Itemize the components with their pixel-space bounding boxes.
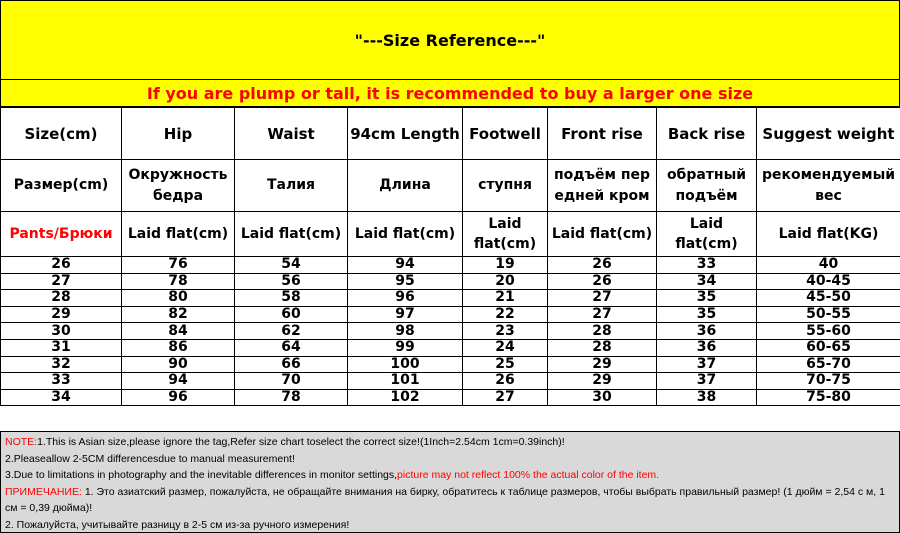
header-cell: Laid flat(cm) bbox=[657, 212, 757, 257]
table-cell: 90 bbox=[122, 356, 235, 373]
note-text-red: picture may not reflect 100% the actual color of the item. bbox=[397, 469, 660, 481]
table-cell: 45-50 bbox=[757, 290, 900, 307]
header-cell: подъём пер едней кром bbox=[548, 160, 657, 212]
table-row bbox=[1, 339, 900, 356]
table-cell: 50-55 bbox=[757, 306, 900, 323]
header-cell: Длина bbox=[348, 160, 463, 212]
table-cell: 29 bbox=[1, 306, 122, 323]
table-cell: 76 bbox=[122, 257, 235, 274]
table-cell: 38 bbox=[657, 389, 757, 406]
header-cell: Laid flat(cm) bbox=[235, 212, 348, 257]
table-row bbox=[1, 356, 900, 373]
table-cell: 37 bbox=[657, 373, 757, 390]
table-row bbox=[1, 323, 900, 340]
table-row bbox=[1, 290, 900, 307]
table-cell: 36 bbox=[657, 323, 757, 340]
header-cell: обратный подъём bbox=[657, 160, 757, 212]
header-row-english bbox=[1, 108, 900, 160]
table-cell: 86 bbox=[122, 339, 235, 356]
table-cell: 29 bbox=[548, 356, 657, 373]
table-cell: 94 bbox=[122, 373, 235, 390]
table-cell: 54 bbox=[235, 257, 348, 274]
header-cell: Laid flat(cm) bbox=[122, 212, 235, 257]
note-line-1 bbox=[5, 434, 895, 451]
table-cell: 98 bbox=[348, 323, 463, 340]
notes-panel bbox=[0, 431, 900, 533]
note-prefix: NOTE: bbox=[5, 436, 38, 448]
table-cell: 31 bbox=[1, 339, 122, 356]
table-cell: 37 bbox=[657, 356, 757, 373]
note-line-3 bbox=[5, 467, 895, 484]
size-table bbox=[0, 107, 900, 406]
table-cell: 82 bbox=[122, 306, 235, 323]
header-row-measure bbox=[1, 212, 900, 257]
table-cell: 55-60 bbox=[757, 323, 900, 340]
table-cell: 26 bbox=[548, 257, 657, 274]
header-cell: Front rise bbox=[548, 108, 657, 160]
table-cell: 26 bbox=[463, 373, 548, 390]
table-cell: 29 bbox=[548, 373, 657, 390]
table-cell: 27 bbox=[1, 273, 122, 290]
note-text: 1.This is Asian size,please ignore the tag,Refer size chart toselect the correct size!(1Inch=2.54cm 1cm=0.39inch)! bbox=[37, 436, 565, 448]
table-cell: 27 bbox=[548, 290, 657, 307]
table-cell: 94 bbox=[348, 257, 463, 274]
header-cell: Laid flat(cm) bbox=[348, 212, 463, 257]
table-cell: 26 bbox=[548, 273, 657, 290]
table-cell: 96 bbox=[122, 389, 235, 406]
table-cell: 80 bbox=[122, 290, 235, 307]
table-row bbox=[1, 306, 900, 323]
table-cell: 27 bbox=[548, 306, 657, 323]
note-line-2 bbox=[5, 451, 895, 468]
table-cell: 58 bbox=[235, 290, 348, 307]
table-cell: 20 bbox=[463, 273, 548, 290]
table-cell: 28 bbox=[1, 290, 122, 307]
note-text: 3.Due to limitations in photography and the inevitable differences in monitor settings, bbox=[5, 469, 398, 481]
header-row-russian bbox=[1, 160, 900, 212]
table-cell: 24 bbox=[463, 339, 548, 356]
table-cell: 33 bbox=[657, 257, 757, 274]
table-cell: 40 bbox=[757, 257, 900, 274]
table-cell: 28 bbox=[548, 339, 657, 356]
table-cell: 23 bbox=[463, 323, 548, 340]
size-warning: If you are plump or tall, it is recommended to buy a larger one size bbox=[0, 80, 900, 107]
table-cell: 33 bbox=[1, 373, 122, 390]
table-cell: 97 bbox=[348, 306, 463, 323]
header-cell: Pants/Брюки bbox=[1, 212, 122, 257]
header-cell: рекомендуемый вес bbox=[757, 160, 900, 212]
table-cell: 65-70 bbox=[757, 356, 900, 373]
table-cell: 30 bbox=[1, 323, 122, 340]
note-text-ru: 1. Это азиатский размер, пожалуйста, не обращайте внимания на бирку, обратитесь к таблице размеров, чтобы выбрать правильный размер! (1 дюйм = 2,54 с м, 1 см = 0,39 дюйма)! bbox=[5, 485, 885, 514]
table-cell: 64 bbox=[235, 339, 348, 356]
header-cell: Талия bbox=[235, 160, 348, 212]
table-cell: 22 bbox=[463, 306, 548, 323]
table-cell: 34 bbox=[657, 273, 757, 290]
table-cell: 101 bbox=[348, 373, 463, 390]
table-cell: 78 bbox=[122, 273, 235, 290]
header-cell: Laid flat(cm) bbox=[548, 212, 657, 257]
table-row bbox=[1, 273, 900, 290]
table-cell: 25 bbox=[463, 356, 548, 373]
note-prefix-ru: ПРИМЕЧАНИЕ: bbox=[5, 485, 82, 498]
table-cell: 96 bbox=[348, 290, 463, 307]
header-cell: ступня bbox=[463, 160, 548, 212]
table-cell: 28 bbox=[548, 323, 657, 340]
table-cell: 66 bbox=[235, 356, 348, 373]
note-line-ru-2 bbox=[5, 517, 895, 533]
header-cell: Size(cm) bbox=[1, 108, 122, 160]
header-cell: Laid flat(cm) bbox=[463, 212, 548, 257]
note-text: 2.Pleaseallow 2-5CM differencesdue to manual measurement! bbox=[5, 452, 295, 465]
table-cell: 40-45 bbox=[757, 273, 900, 290]
table-cell: 30 bbox=[548, 389, 657, 406]
header-cell: Hip bbox=[122, 108, 235, 160]
table-cell: 102 bbox=[348, 389, 463, 406]
table-cell: 62 bbox=[235, 323, 348, 340]
table-cell: 19 bbox=[463, 257, 548, 274]
header-cell: Размер(cm) bbox=[1, 160, 122, 212]
note-line-ru-1 bbox=[5, 484, 895, 517]
table-cell: 35 bbox=[657, 306, 757, 323]
table-cell: 70-75 bbox=[757, 373, 900, 390]
table-cell: 56 bbox=[235, 273, 348, 290]
table-cell: 35 bbox=[657, 290, 757, 307]
header-cell: Laid flat(KG) bbox=[757, 212, 900, 257]
table-row bbox=[1, 389, 900, 406]
table-cell: 60 bbox=[235, 306, 348, 323]
table-cell: 34 bbox=[1, 389, 122, 406]
table-cell: 60-65 bbox=[757, 339, 900, 356]
size-reference-title: "---Size Reference---" bbox=[0, 0, 900, 80]
table-cell: 84 bbox=[122, 323, 235, 340]
header-cell: Footwell bbox=[463, 108, 548, 160]
table-cell: 95 bbox=[348, 273, 463, 290]
table-cell: 21 bbox=[463, 290, 548, 307]
table-cell: 78 bbox=[235, 389, 348, 406]
table-row bbox=[1, 373, 900, 390]
header-cell: Suggest weight bbox=[757, 108, 900, 160]
table-cell: 27 bbox=[463, 389, 548, 406]
header-cell: Окружность бедра bbox=[122, 160, 235, 212]
note-text-ru: 2. Пожалуйста, учитывайте разницу в 2-5 см из-за ручного измерения! bbox=[5, 518, 350, 531]
header-cell: Waist bbox=[235, 108, 348, 160]
table-cell: 26 bbox=[1, 257, 122, 274]
header-cell: 94cm Length bbox=[348, 108, 463, 160]
table-cell: 36 bbox=[657, 339, 757, 356]
header-cell: Back rise bbox=[657, 108, 757, 160]
table-cell: 70 bbox=[235, 373, 348, 390]
table-cell: 100 bbox=[348, 356, 463, 373]
table-cell: 75-80 bbox=[757, 389, 900, 406]
table-row bbox=[1, 257, 900, 274]
table-cell: 99 bbox=[348, 339, 463, 356]
table-cell: 32 bbox=[1, 356, 122, 373]
